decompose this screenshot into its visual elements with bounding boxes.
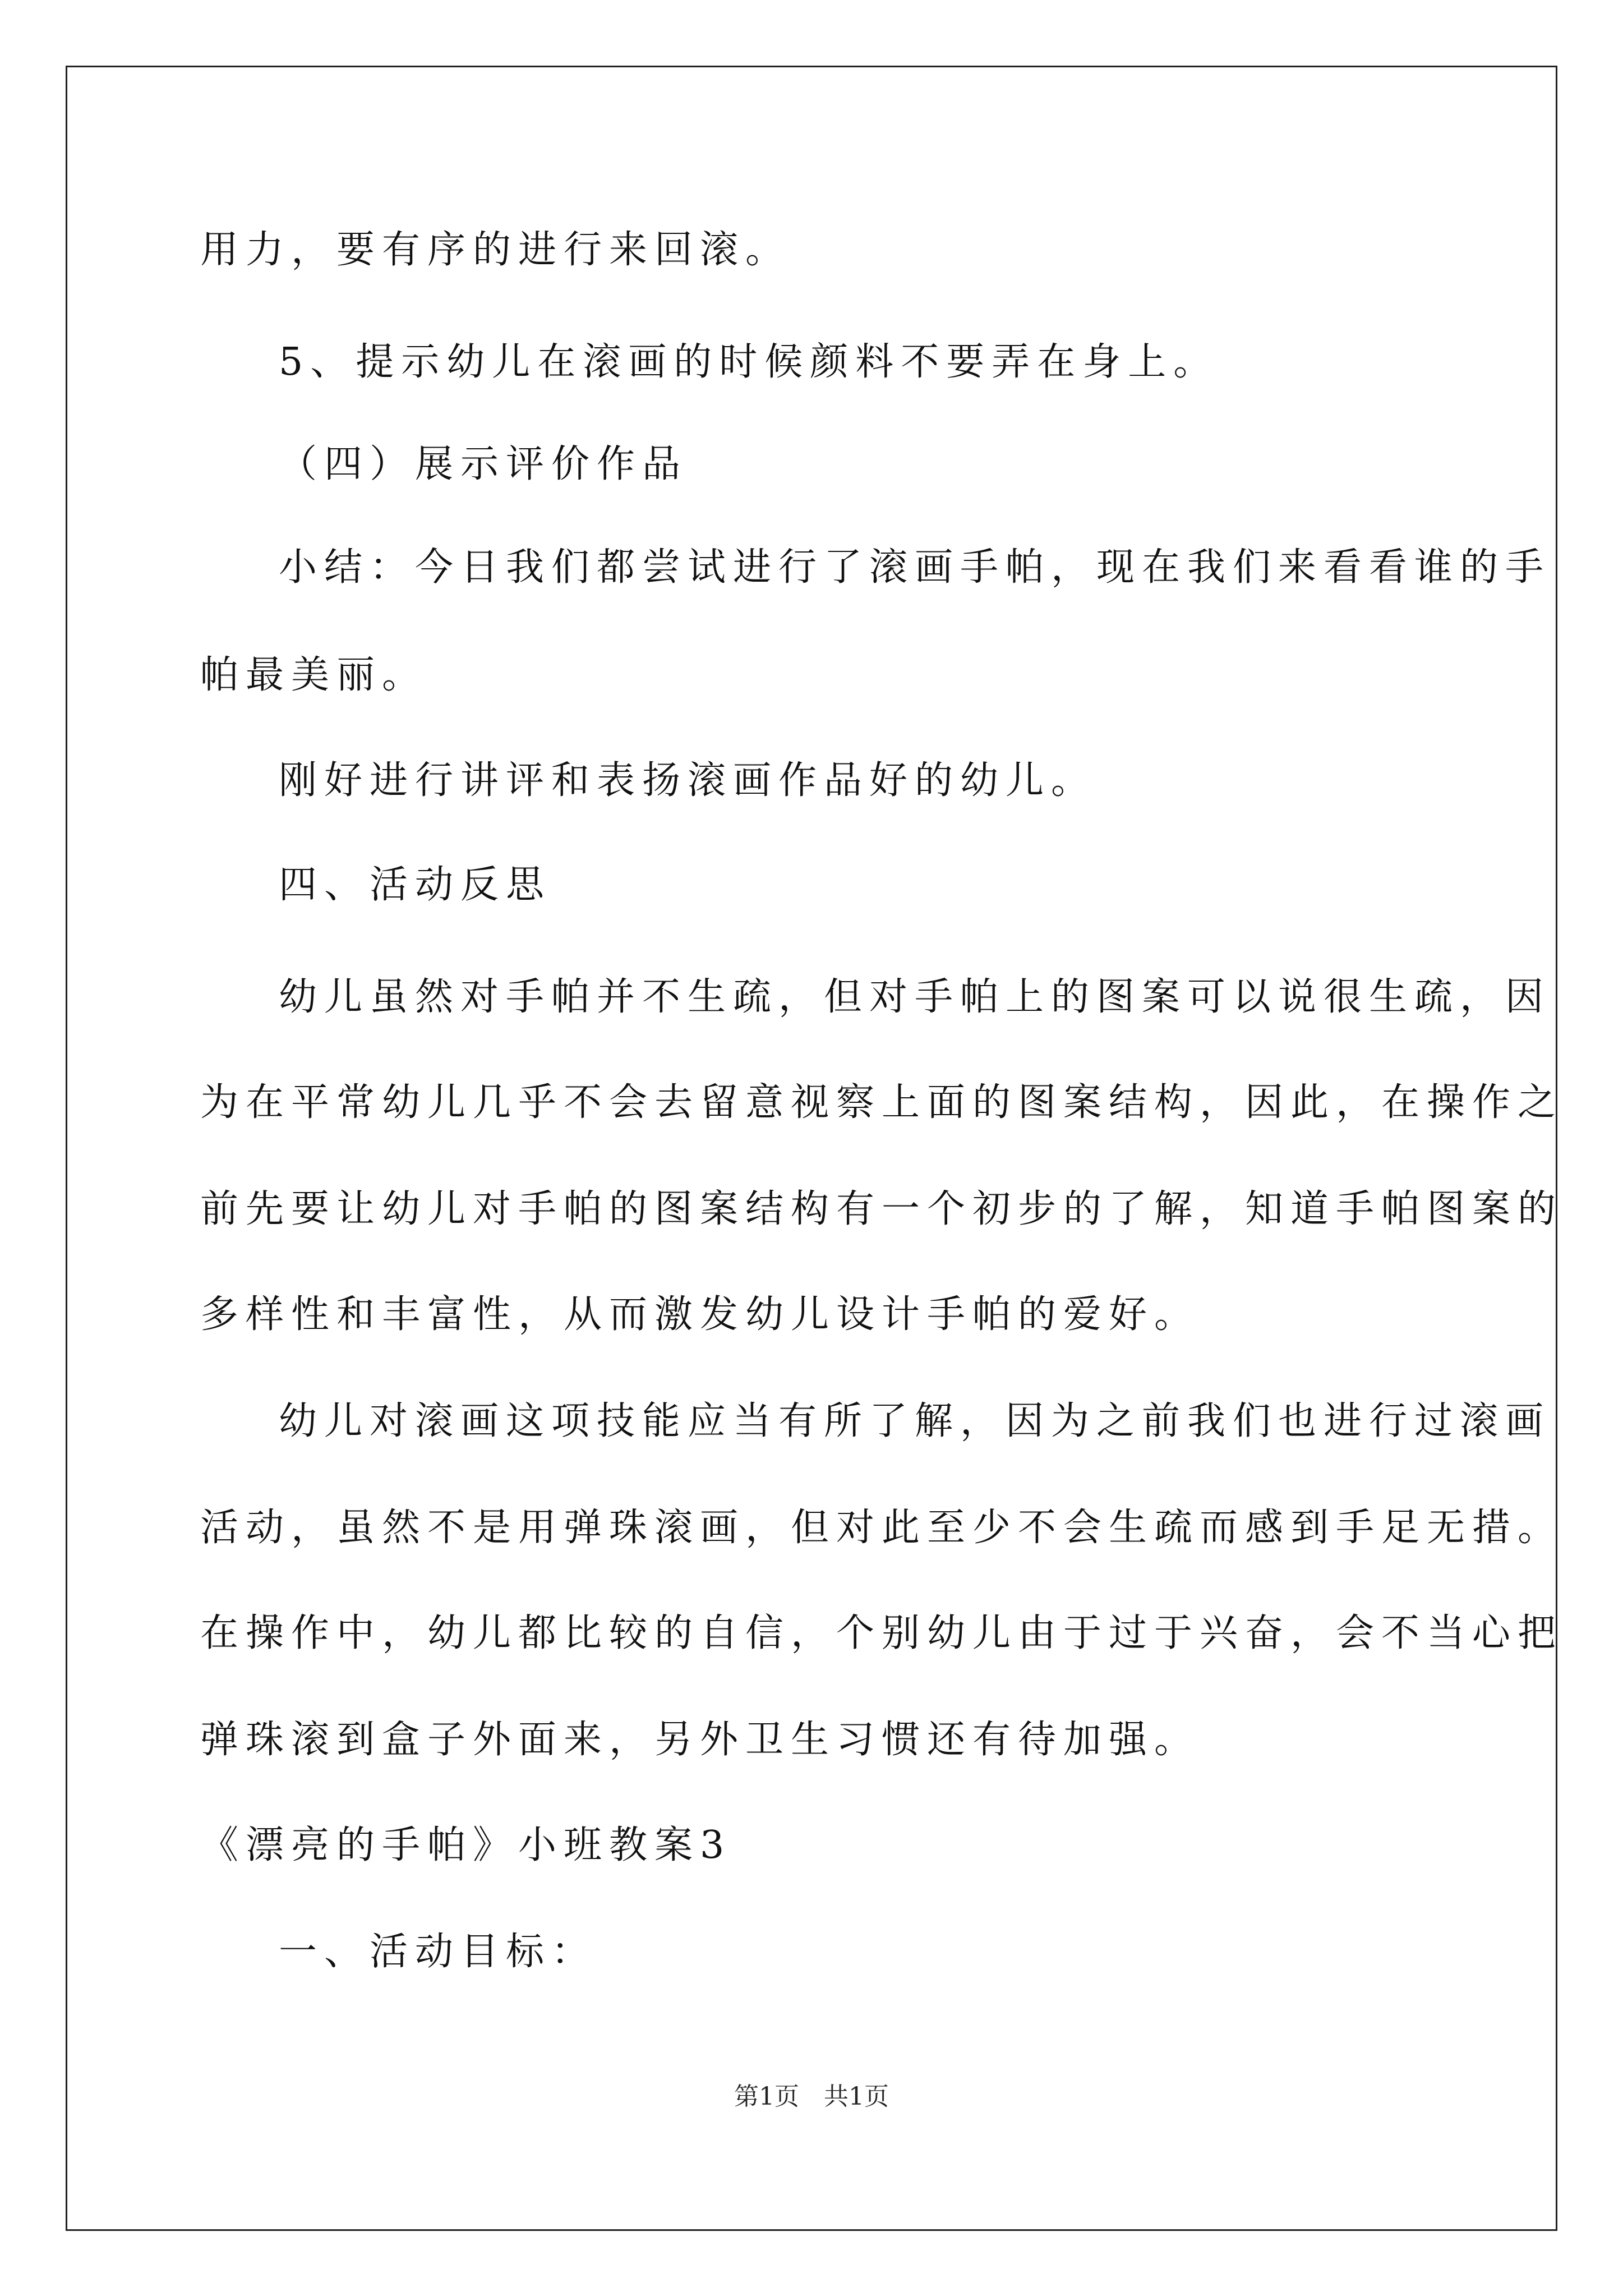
text-line: 活动，虽然不是用弹珠滚画，但对此至少不会生疏而感到手足无措。 <box>200 1506 1564 1550</box>
section-heading: 一、活动目标： <box>279 1930 597 1974</box>
section-heading: 四、活动反思 <box>279 863 552 907</box>
page-footer: 第1页 共1页 <box>734 2082 889 2111</box>
text-line: 弹珠滚到盒子外面来，另外卫生习惯还有待加强。 <box>200 1718 1200 1762</box>
text-line: 幼儿虽然对手帕并不生疏，但对手帕上的图案可以说很生疏，因 <box>279 975 1551 1019</box>
text-line: 在操作中，幼儿都比较的自信，个别幼儿由于过于兴奋，会不当心把 <box>200 1611 1564 1655</box>
document-title: 《漂亮的手帕》小班教案3 <box>200 1823 732 1867</box>
text-line: 用力，要有序的进行来回滚。 <box>200 228 791 272</box>
text-line: 5、提示幼儿在滚画的时候颜料不要弄在身上。 <box>279 340 1219 384</box>
page-border <box>66 66 1557 2231</box>
text-line: 多样性和丰富性，从而激发幼儿设计手帕的爱好。 <box>200 1292 1200 1337</box>
text-line: 前先要让幼儿对手帕的图案结构有一个初步的了解，知道手帕图案的 <box>200 1187 1564 1231</box>
text-line: 小结：今日我们都尝试进行了滚画手帕，现在我们来看看谁的手 <box>279 545 1551 590</box>
text-line: 幼儿对滚画这项技能应当有所了解，因为之前我们也进行过滚画 <box>279 1399 1551 1443</box>
text-line: 刚好进行讲评和表扬滚画作品好的幼儿。 <box>279 758 1097 803</box>
text-line: 为在平常幼儿几乎不会去留意视察上面的图案结构，因此，在操作之 <box>200 1080 1564 1125</box>
text-line: 帕最美丽。 <box>200 653 428 697</box>
section-heading: （四）展示评价作品 <box>279 442 688 486</box>
